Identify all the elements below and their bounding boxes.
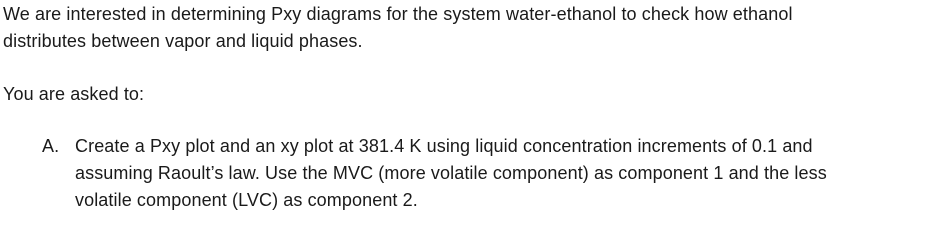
- list-item-marker: A.: [42, 136, 60, 156]
- list-item-line-3: volatile component (LVC) as component 2.: [75, 190, 418, 210]
- intro-line-2: distributes between vapor and liquid phases.: [3, 31, 363, 51]
- task-prompt: You are asked to:: [3, 84, 145, 104]
- list-item-line-2: assuming Raoult’s law. Use the MVC (more volatile component) as component 1 and the less: [75, 163, 827, 183]
- intro-line-1: We are interested in determining Pxy diagrams for the system water-ethanol to check how ethanol: [3, 4, 793, 24]
- list-item-line-1: Create a Pxy plot and an xy plot at 381.4 K using liquid concentration increments of 0.1 and: [75, 136, 813, 156]
